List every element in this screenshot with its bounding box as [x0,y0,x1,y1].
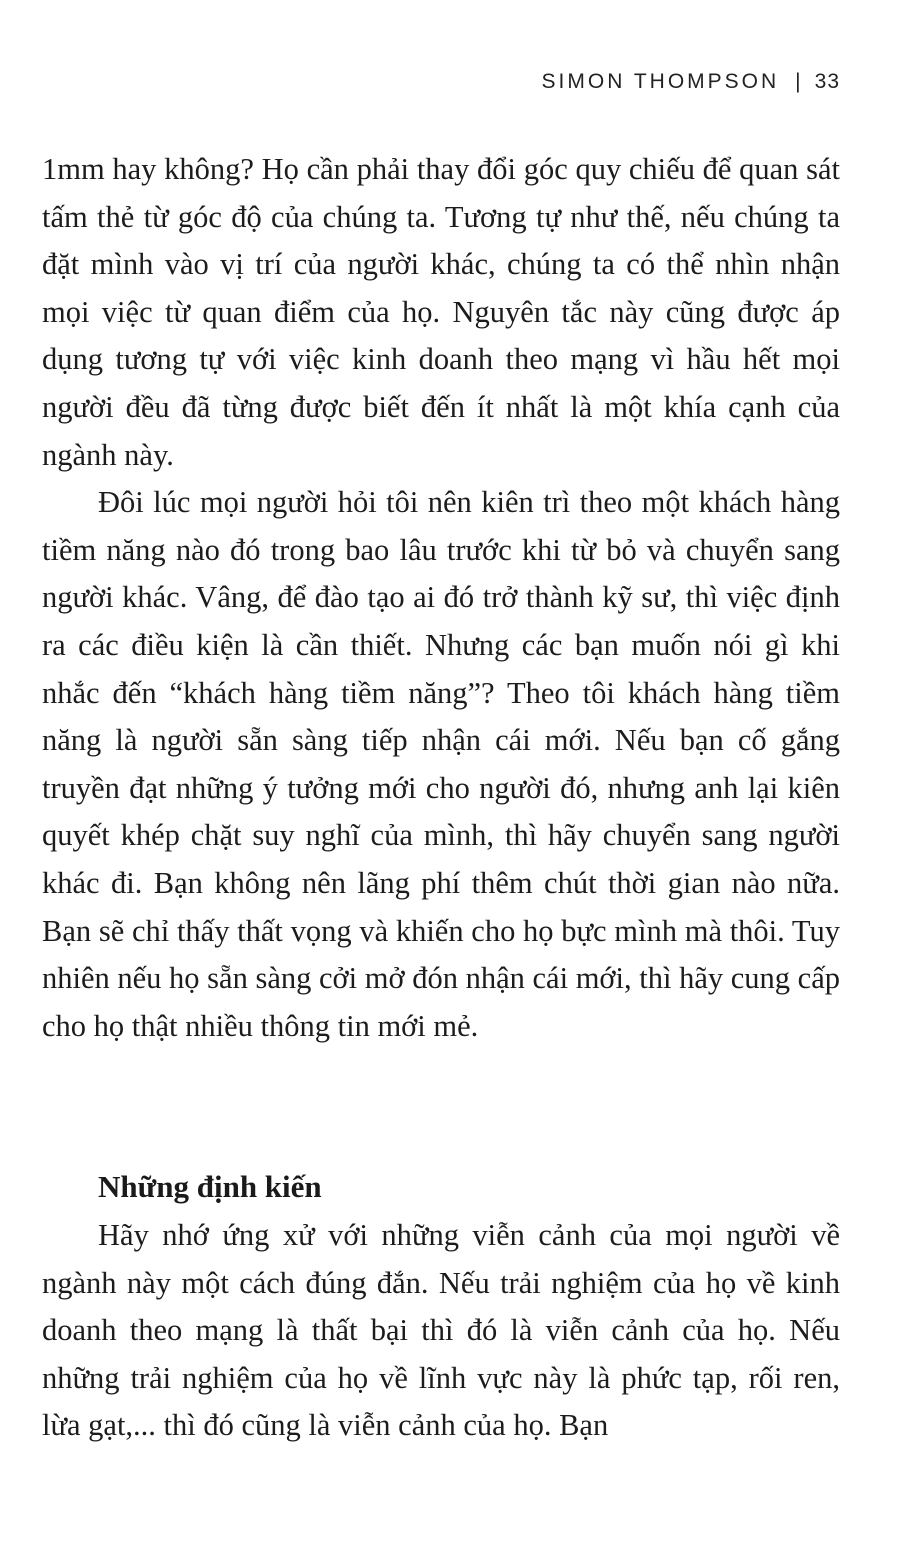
paragraph-continued: 1mm hay không? Họ cần phải thay đổi góc quy chiếu để quan sát tấm thẻ từ góc độ của chúng ta. Tương tự như thế, nếu chúng ta đặt mình vào vị trí của người khác, chúng ta có thể nhìn nhận mọi việc từ quan điểm của họ. Nguyên tắc này cũng được áp dụng tương tự với việc kinh doanh theo mạng vì hầu hết mọi người đều đã từng được biết đến ít nhất là một khía cạnh của ngành này. [42,152,840,472]
section-body [42,1212,840,1450]
paragraph: Đôi lúc mọi người hỏi tôi nên kiên trì theo một khách hàng tiềm năng nào đó trong bao lâu trước khi từ bỏ và chuyển sang người khác. Vâng, để đào tạo ai đó trở thành kỹ sư, thì việc định ra các điều kiện là cần thiết. Nhưng các bạn muốn nói gì khi nhắc đến “khách hàng tiềm năng”? Theo tôi khách hàng tiềm năng là người sẵn sàng tiếp nhận cái mới. Nếu bạn cố gắng truyền đạt những ý tưởng mới cho người đó, nhưng anh lại kiên quyết khép chặt suy nghĩ của mình, thì hãy chuyển sang người khác đi. Bạn không nên lãng phí thêm chút thời gian nào nữa. Bạn sẽ chỉ thấy thất vọng và khiến cho họ bực mình mà thôi. Tuy nhiên nếu họ sẵn sàng cởi mở đón nhận cái mới, thì hãy cung cấp cho họ thật nhiều thông tin mới mẻ. [42,485,840,1043]
header-separator: | [795,70,801,93]
body-text [42,146,840,1050]
header-author: SIMON THOMPSON [541,70,780,93]
section-heading: Những định kiến [98,1169,322,1204]
section-paragraph: Hãy nhớ ứng xử với những viễn cảnh của mọi người về ngành này một cách đúng đắn. Nếu trải nghiệm của họ về kinh doanh theo mạng là thất bại thì đó là viễn cảnh của họ. Nếu những trải nghiệm của họ về lĩnh vực này là phức tạp, rối ren, lừa gạt,... thì đó cũng là viễn cảnh của họ. Bạn [42,1218,840,1443]
page-number: 33 [814,70,840,93]
running-header [542,70,840,94]
